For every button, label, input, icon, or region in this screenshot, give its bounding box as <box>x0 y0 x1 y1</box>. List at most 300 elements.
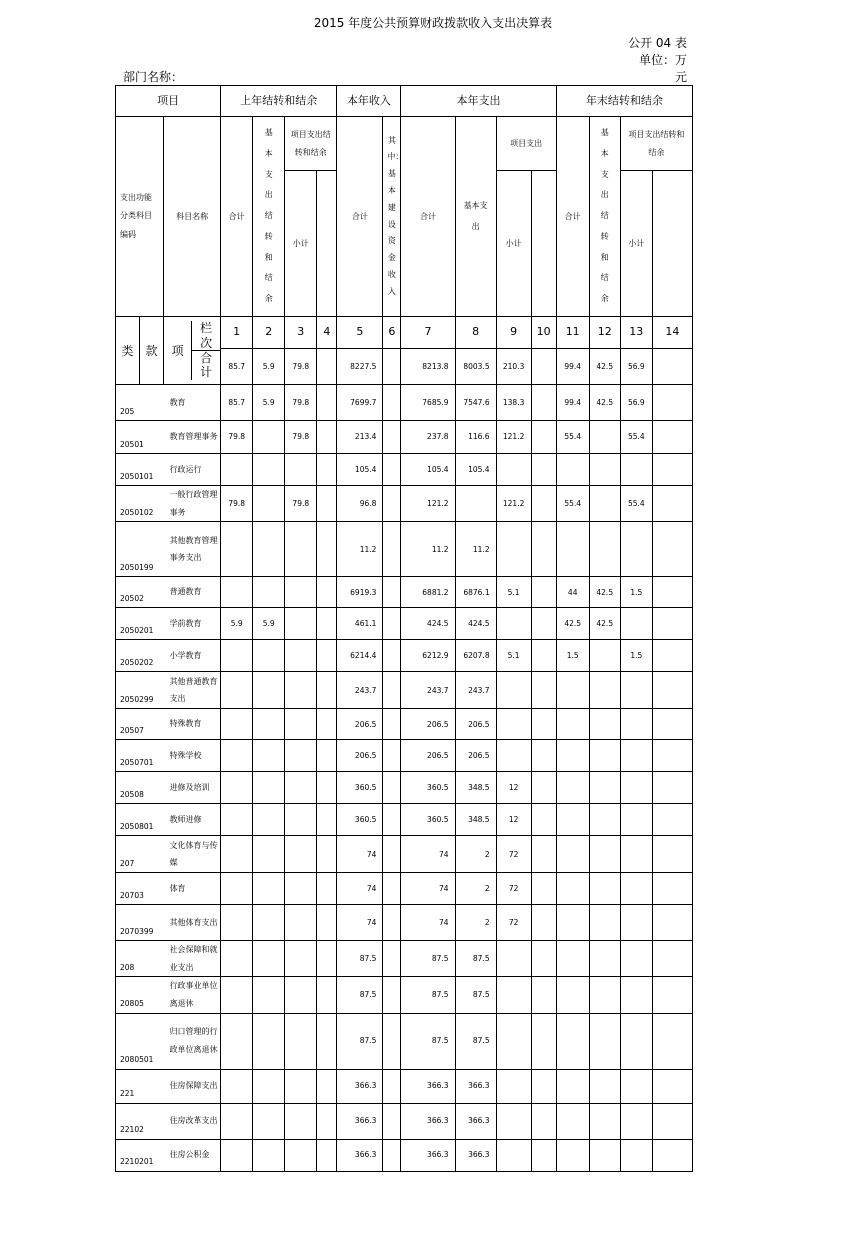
value-cell <box>531 740 556 772</box>
total-cell: 5.9 <box>253 349 285 385</box>
subject-name: 归口管理的行政单位离退休 <box>164 1013 221 1069</box>
value-cell <box>531 772 556 804</box>
value-cell: 87.5 <box>337 1013 383 1069</box>
value-cell <box>531 1013 556 1069</box>
value-cell <box>556 804 589 836</box>
table-row <box>116 522 693 577</box>
value-cell: 6214.4 <box>337 640 383 672</box>
value-cell: 6919.3 <box>337 577 383 608</box>
value-cell: 366.3 <box>401 1103 455 1139</box>
subject-code: 2050701 <box>116 740 164 772</box>
value-cell <box>383 905 401 941</box>
value-cell: 74 <box>401 836 455 873</box>
subject-name: 一般行政管理事务 <box>164 486 221 522</box>
value-cell <box>383 709 401 740</box>
value-cell <box>531 640 556 672</box>
value-cell <box>317 486 337 522</box>
value-cell <box>556 905 589 941</box>
value-cell <box>285 804 317 836</box>
value-cell: 424.5 <box>455 608 496 640</box>
value-cell <box>556 1013 589 1069</box>
value-cell <box>221 740 253 772</box>
report-title: 2015 年度公共预算财政拨款收入支出决算表 <box>313 16 553 30</box>
value-cell <box>383 640 401 672</box>
value-cell <box>531 941 556 977</box>
value-cell <box>383 804 401 836</box>
value-cell <box>253 836 285 873</box>
value-cell <box>383 1013 401 1069</box>
subject-name: 住房公积金 <box>164 1139 221 1171</box>
value-cell <box>496 454 531 486</box>
subject-name: 住房改革支出 <box>164 1103 221 1139</box>
header-expense-total: 合计 <box>401 117 455 317</box>
subject-code: 2070399 <box>116 905 164 941</box>
value-cell <box>383 1139 401 1171</box>
value-cell <box>556 672 589 709</box>
value-cell <box>317 1103 337 1139</box>
value-cell: 87.5 <box>337 941 383 977</box>
value-cell <box>383 385 401 421</box>
value-cell <box>556 1103 589 1139</box>
value-cell <box>496 1139 531 1171</box>
value-cell <box>221 1103 253 1139</box>
value-cell <box>317 608 337 640</box>
value-cell <box>285 873 317 905</box>
value-cell <box>317 421 337 454</box>
value-cell: 7699.7 <box>337 385 383 421</box>
value-cell: 55.4 <box>556 421 589 454</box>
value-cell: 2 <box>455 905 496 941</box>
value-cell <box>620 1069 652 1103</box>
value-cell: 5.1 <box>496 640 531 672</box>
value-cell <box>221 640 253 672</box>
subject-name: 其他体育支出 <box>164 905 221 941</box>
table-row <box>116 977 693 1013</box>
subject-code: 2050201 <box>116 608 164 640</box>
value-cell <box>383 672 401 709</box>
value-cell <box>317 905 337 941</box>
header-row-1 <box>116 86 693 117</box>
value-cell <box>620 454 652 486</box>
value-cell <box>589 640 620 672</box>
value-cell <box>620 836 652 873</box>
total-cell <box>317 349 337 385</box>
value-cell: 79.8 <box>221 486 253 522</box>
value-cell <box>531 873 556 905</box>
value-cell <box>221 709 253 740</box>
subject-code: 205 <box>116 385 164 421</box>
header-expense-basic: 基本支出 <box>455 117 496 317</box>
value-cell: 72 <box>496 905 531 941</box>
column-number: 11 <box>556 317 589 349</box>
value-cell <box>531 522 556 577</box>
total-cell: 210.3 <box>496 349 531 385</box>
column-number: 2 <box>253 317 285 349</box>
value-cell <box>285 454 317 486</box>
value-cell <box>253 941 285 977</box>
value-cell <box>317 672 337 709</box>
value-cell <box>652 709 692 740</box>
value-cell <box>317 772 337 804</box>
subject-code: 20502 <box>116 577 164 608</box>
subject-code: 2050101 <box>116 454 164 486</box>
value-cell: 366.3 <box>455 1069 496 1103</box>
header-income-total: 合计 <box>337 117 383 317</box>
value-cell <box>652 454 692 486</box>
value-cell: 42.5 <box>589 577 620 608</box>
value-cell: 348.5 <box>455 772 496 804</box>
value-cell: 366.3 <box>455 1103 496 1139</box>
value-cell <box>620 1103 652 1139</box>
value-cell: 6881.2 <box>401 577 455 608</box>
value-cell <box>531 486 556 522</box>
value-cell <box>253 740 285 772</box>
value-cell <box>531 709 556 740</box>
value-cell <box>221 1013 253 1069</box>
value-cell <box>620 941 652 977</box>
unit-label: 单位：万 <box>638 53 687 67</box>
value-cell <box>556 977 589 1013</box>
value-cell <box>531 1139 556 1171</box>
table-row <box>116 905 693 941</box>
value-cell: 87.5 <box>455 1013 496 1069</box>
total-cell: 99.4 <box>556 349 589 385</box>
value-cell <box>253 640 285 672</box>
value-cell <box>383 577 401 608</box>
value-cell <box>556 1139 589 1171</box>
value-cell <box>253 1103 285 1139</box>
header-row-2 <box>116 117 693 171</box>
total-cell <box>531 349 556 385</box>
subject-code: 2050102 <box>116 486 164 522</box>
subject-code: 22102 <box>116 1103 164 1139</box>
subject-name: 教育管理事务 <box>164 421 221 454</box>
header-expense-subtotal: 小计 <box>496 171 531 317</box>
value-cell: 87.5 <box>455 977 496 1013</box>
value-cell: 42.5 <box>589 608 620 640</box>
value-cell <box>253 772 285 804</box>
value-cell: 74 <box>337 873 383 905</box>
subject-name: 教师进修 <box>164 804 221 836</box>
value-cell <box>253 905 285 941</box>
subject-name: 小学教育 <box>164 640 221 672</box>
total-cell: 79.8 <box>285 349 317 385</box>
subject-name: 体育 <box>164 873 221 905</box>
table-row <box>116 672 693 709</box>
value-cell <box>221 836 253 873</box>
value-cell <box>383 740 401 772</box>
value-cell: 87.5 <box>337 977 383 1013</box>
total-cell: 8227.5 <box>337 349 383 385</box>
table-row <box>116 1139 693 1171</box>
value-cell: 121.2 <box>401 486 455 522</box>
value-cell <box>253 1069 285 1103</box>
value-cell <box>620 672 652 709</box>
value-cell <box>383 454 401 486</box>
value-cell <box>253 977 285 1013</box>
value-cell <box>531 672 556 709</box>
value-cell <box>531 608 556 640</box>
value-cell <box>652 421 692 454</box>
value-cell <box>620 740 652 772</box>
value-cell <box>285 640 317 672</box>
value-cell <box>317 640 337 672</box>
table-row <box>116 804 693 836</box>
value-cell <box>531 1103 556 1139</box>
value-cell <box>531 1069 556 1103</box>
subject-code: 2050299 <box>116 672 164 709</box>
value-cell: 85.7 <box>221 385 253 421</box>
header-heji: 合计 <box>200 351 213 380</box>
value-cell <box>652 522 692 577</box>
total-cell: 85.7 <box>221 349 253 385</box>
value-cell: 2 <box>455 873 496 905</box>
column-number: 7 <box>401 317 455 349</box>
value-cell: 121.2 <box>496 486 531 522</box>
form-code: 公开 04 表 <box>628 36 687 50</box>
column-number: 13 <box>620 317 652 349</box>
value-cell <box>589 977 620 1013</box>
value-cell: 366.3 <box>401 1139 455 1171</box>
value-cell <box>317 873 337 905</box>
value-cell: 348.5 <box>455 804 496 836</box>
value-cell <box>317 522 337 577</box>
value-cell: 424.5 <box>401 608 455 640</box>
value-cell <box>531 454 556 486</box>
value-cell <box>652 1103 692 1139</box>
value-cell: 87.5 <box>401 977 455 1013</box>
value-cell <box>496 1069 531 1103</box>
value-cell <box>652 1139 692 1171</box>
value-cell: 12 <box>496 804 531 836</box>
value-cell: 74 <box>401 905 455 941</box>
value-cell: 74 <box>337 836 383 873</box>
value-cell <box>317 804 337 836</box>
header-xiang: 项 <box>164 321 192 380</box>
value-cell <box>317 941 337 977</box>
value-cell <box>253 1013 285 1069</box>
value-cell <box>383 873 401 905</box>
value-cell <box>253 1139 285 1171</box>
subject-code: 2210201 <box>116 1139 164 1171</box>
value-cell <box>253 709 285 740</box>
column-number: 5 <box>337 317 383 349</box>
value-cell: 6876.1 <box>455 577 496 608</box>
value-cell <box>253 421 285 454</box>
value-cell <box>317 1139 337 1171</box>
subject-name: 行政事业单位离退休 <box>164 977 221 1013</box>
value-cell <box>531 385 556 421</box>
value-cell <box>383 977 401 1013</box>
value-cell <box>496 709 531 740</box>
value-cell: 87.5 <box>401 941 455 977</box>
value-cell <box>652 941 692 977</box>
value-cell: 243.7 <box>401 672 455 709</box>
value-cell <box>652 740 692 772</box>
value-cell <box>531 836 556 873</box>
header-prev-total: 合计 <box>221 117 253 317</box>
column-number: 8 <box>455 317 496 349</box>
header-expense-project: 项目支出 <box>496 117 556 171</box>
value-cell <box>221 772 253 804</box>
subject-name: 其他教育管理事务支出 <box>164 522 221 577</box>
header-subject-name: 科目名称 <box>164 117 221 317</box>
subject-code: 221 <box>116 1069 164 1103</box>
value-cell: 206.5 <box>455 709 496 740</box>
value-cell <box>589 454 620 486</box>
value-cell <box>253 577 285 608</box>
value-cell <box>589 905 620 941</box>
value-cell: 79.8 <box>285 421 317 454</box>
header-prev-project: 项目支出结转和结余 <box>285 117 337 171</box>
value-cell <box>317 454 337 486</box>
value-cell <box>253 672 285 709</box>
value-cell <box>556 454 589 486</box>
value-cell <box>652 1069 692 1103</box>
header-xiang-lanci <box>164 317 221 385</box>
value-cell: 7685.9 <box>401 385 455 421</box>
value-cell <box>652 836 692 873</box>
subject-name: 行政运行 <box>164 454 221 486</box>
value-cell <box>652 672 692 709</box>
header-func-code: 支出功能分类科目编码 <box>116 117 164 317</box>
value-cell: 360.5 <box>401 804 455 836</box>
value-cell <box>285 672 317 709</box>
value-cell <box>652 640 692 672</box>
header-end-total: 合计 <box>556 117 589 317</box>
value-cell <box>556 836 589 873</box>
value-cell <box>285 836 317 873</box>
total-cell: 8213.8 <box>401 349 455 385</box>
total-cell <box>383 349 401 385</box>
value-cell <box>496 608 531 640</box>
value-cell <box>531 577 556 608</box>
value-cell <box>383 421 401 454</box>
table-row <box>116 1069 693 1103</box>
value-cell: 360.5 <box>337 804 383 836</box>
column-number: 6 <box>383 317 401 349</box>
subject-code: 2050801 <box>116 804 164 836</box>
value-cell <box>317 577 337 608</box>
value-cell <box>620 804 652 836</box>
value-cell <box>383 1069 401 1103</box>
value-cell <box>620 905 652 941</box>
value-cell <box>531 977 556 1013</box>
value-cell <box>620 977 652 1013</box>
subject-code: 208 <box>116 941 164 977</box>
value-cell: 105.4 <box>337 454 383 486</box>
value-cell <box>253 522 285 577</box>
value-cell <box>285 740 317 772</box>
table-row <box>116 1103 693 1139</box>
subject-code: 2050202 <box>116 640 164 672</box>
value-cell <box>383 941 401 977</box>
value-cell <box>221 1139 253 1171</box>
value-cell: 116.6 <box>455 421 496 454</box>
value-cell <box>652 804 692 836</box>
header-capital-income: 其中：基本建设资金收入 <box>383 117 401 317</box>
value-cell: 79.8 <box>285 486 317 522</box>
value-cell: 360.5 <box>337 772 383 804</box>
value-cell <box>531 804 556 836</box>
value-cell <box>317 1013 337 1069</box>
value-cell <box>383 486 401 522</box>
subject-code: 20805 <box>116 977 164 1013</box>
header-lanci: 栏次 <box>192 321 220 351</box>
value-cell <box>285 1103 317 1139</box>
header-prev-blank <box>317 171 337 317</box>
department-label: 部门名称： <box>123 70 184 84</box>
value-cell: 366.3 <box>337 1069 383 1103</box>
value-cell <box>285 772 317 804</box>
value-cell <box>285 522 317 577</box>
value-cell: 11.2 <box>455 522 496 577</box>
value-cell <box>652 385 692 421</box>
value-cell: 213.4 <box>337 421 383 454</box>
value-cell: 42.5 <box>556 608 589 640</box>
value-cell <box>496 522 531 577</box>
table-row <box>116 941 693 977</box>
column-number: 12 <box>589 317 620 349</box>
value-cell <box>620 709 652 740</box>
value-cell: 2 <box>455 836 496 873</box>
value-cell: 74 <box>401 873 455 905</box>
value-cell <box>317 1069 337 1103</box>
value-cell <box>253 804 285 836</box>
subject-name: 社会保障和就业支出 <box>164 941 221 977</box>
header-kuan: 款 <box>140 317 164 385</box>
value-cell <box>317 385 337 421</box>
value-cell <box>589 421 620 454</box>
value-cell <box>317 836 337 873</box>
column-number: 14 <box>652 317 692 349</box>
value-cell: 74 <box>337 905 383 941</box>
value-cell <box>317 709 337 740</box>
column-number-row <box>116 317 693 349</box>
value-cell: 5.9 <box>221 608 253 640</box>
value-cell <box>652 772 692 804</box>
value-cell: 5.9 <box>253 385 285 421</box>
table-row <box>116 740 693 772</box>
value-cell <box>285 608 317 640</box>
value-cell <box>620 1013 652 1069</box>
value-cell: 72 <box>496 836 531 873</box>
value-cell <box>285 941 317 977</box>
value-cell <box>383 608 401 640</box>
value-cell <box>317 977 337 1013</box>
subject-code: 2080501 <box>116 1013 164 1069</box>
header-end-blank <box>652 171 692 317</box>
value-cell: 12 <box>496 772 531 804</box>
table-row <box>116 486 693 522</box>
header-prev-balance: 上年结转和结余 <box>221 86 337 117</box>
value-cell: 243.7 <box>337 672 383 709</box>
subject-name: 教育 <box>164 385 221 421</box>
value-cell: 1.5 <box>620 577 652 608</box>
value-cell: 206.5 <box>401 740 455 772</box>
header-end-project: 项目支出结转和结余 <box>620 117 692 171</box>
value-cell <box>589 836 620 873</box>
value-cell <box>221 672 253 709</box>
value-cell: 5.9 <box>253 608 285 640</box>
table-row <box>116 1013 693 1069</box>
subject-name: 进修及培训 <box>164 772 221 804</box>
value-cell <box>620 1139 652 1171</box>
value-cell <box>285 1139 317 1171</box>
total-cell: 8003.5 <box>455 349 496 385</box>
value-cell <box>589 1139 620 1171</box>
value-cell <box>531 905 556 941</box>
